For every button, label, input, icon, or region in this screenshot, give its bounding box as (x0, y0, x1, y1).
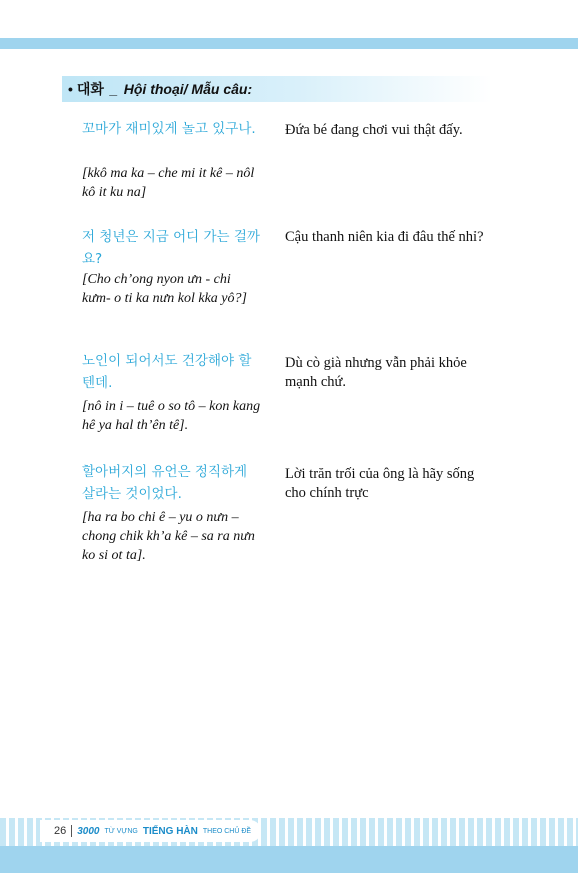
vietnamese-translation: Dù cò già nhưng vẫn phải khỏe mạnh chứ. (285, 355, 467, 390)
brand-text-1: TỪ VỰNG (104, 827, 138, 835)
footer-label (40, 820, 261, 842)
brand-number: 3000 (77, 825, 100, 837)
header-vietnamese-title: Hội thoại/ Mẫu câu: (123, 81, 253, 97)
vietnamese-translation: Đứa bé đang chơi vui thật đấy. (285, 122, 463, 138)
korean-sentence: 저 청년은 지금 어디 가는 걸까요? (82, 229, 260, 267)
vietnamese-translation: Lời trăn trối của ông là hãy sống cho chính trực (285, 466, 475, 501)
header-separator: _ (109, 81, 118, 97)
header-bullet: • (68, 81, 73, 97)
bottom-decor-bar (0, 846, 578, 873)
top-decor-bar (0, 38, 578, 49)
romanization: [Cho ch’ong nyon ưn - chi kưm- o ti ka nưn kol kka yô?] (82, 272, 247, 306)
romanization: [nô in i – tuê o so tô – kon kang hê ya hal th’ên tê]. (82, 399, 261, 433)
section-header (62, 76, 492, 102)
romanization: [kkô ma ka – che mi it kê – nôl kô it ku na] (82, 166, 255, 200)
korean-sentence: 할아버지의 유언은 정직하게 살라는 것이었다. (82, 464, 248, 502)
page-number: 26 (54, 825, 67, 837)
romanization: [ha ra bo chi ê – yu o nưn – chong chik kh’a kê – sa ra nưn ko si ot ta]. (82, 510, 255, 563)
vietnamese-translation: Cậu thanh niên kia đi đâu thế nhỉ? (285, 229, 484, 245)
brand-text-2: TIẾNG HÀN (142, 825, 198, 837)
korean-sentence: 노인이 되어서도 건강해야 할텐데. (82, 353, 252, 391)
brand-text-3: THEO CHỦ ĐỀ (202, 827, 252, 835)
header-korean-title: 대화 (76, 82, 104, 98)
korean-sentence: 꼬마가 재미있게 놀고 있구나. (82, 121, 256, 137)
footer-divider (71, 825, 72, 837)
